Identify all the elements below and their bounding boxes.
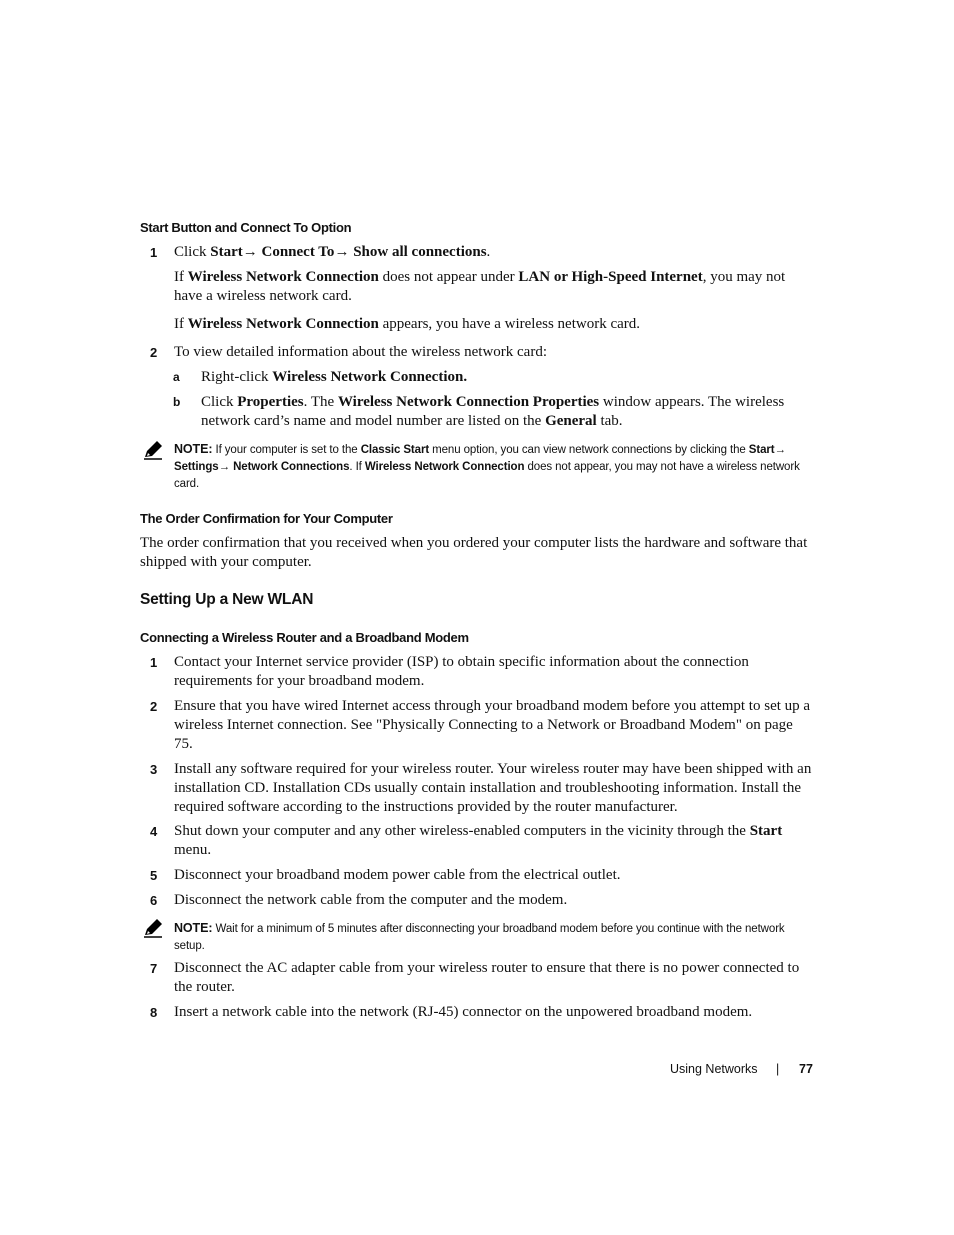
section-heading-new-wlan: Setting Up a New WLAN [140,591,314,608]
section-heading-start-button: Start Button and Connect To Option [140,220,352,235]
substep-text: Click Properties. The Wireless Network Connection Properties window appears. The wireless network card’s name and model number are listed on the General tab. [201,394,785,429]
step-text: Shut down your computer and any other wireless-enabled computers in the vicinity through the Start menu. [174,823,783,858]
step-number: 5 [150,868,158,883]
step-number: 1 [150,655,158,670]
step-number: 6 [150,893,158,908]
substep-text: Right-click Wireless Network Connection. [201,369,468,385]
substep-letter: a [173,370,180,384]
step-number: 8 [150,1005,158,1020]
pencil-note-icon [143,918,163,938]
substep-letter: b [173,395,181,409]
step-text: Ensure that you have wired Internet access through your broadband modem before you attempt to set up a wireless Internet connection. See "Physically Connecting to a Network or Broadband Modem" on page 75. [174,698,811,752]
note-text: NOTE: Wait for a minimum of 5 minutes after disconnecting your broadband modem before you continue with the network setup. [174,921,785,952]
pencil-note-icon [143,440,163,460]
section-heading-order-confirmation: The Order Confirmation for Your Computer [140,511,393,526]
step-number: 7 [150,961,158,976]
step-text: Install any software required for your wireless router. Your wireless router may have been shipped with an installation CD. Installation CDs usually contain installation and troubleshooting information. Install the required software according to the instructions provided by the router manufacturer. [174,761,812,815]
step-number: 1 [150,245,158,260]
step-number: 2 [150,699,158,714]
step-text: Disconnect the AC adapter cable from your wireless router to ensure that there is no power connected to the router. [174,960,800,995]
page-number: 77 [799,1062,813,1076]
subsection-heading-router-modem: Connecting a Wireless Router and a Broadband Modem [140,630,469,645]
note-text: NOTE: If your computer is set to the Classic Start menu option, you can view network connections by clicking the Start→ Settings→ Network Connections. If Wireless Network Connection does not appear, you may not have a wireless network card. [174,442,800,490]
step-number: 2 [150,345,158,360]
paragraph: If Wireless Network Connection does not appear under LAN or High-Speed Internet, you may not have a wireless network card. [174,269,786,304]
paragraph: If Wireless Network Connection appears, you have a wireless network card. [174,316,641,332]
step-text: Insert a network cable into the network (RJ-45) connector on the unpowered broadband modem. [174,1004,753,1020]
step-text: Contact your Internet service provider (ISP) to obtain specific information about the connection requirements for your broadband modem. [174,654,749,689]
step-text: To view detailed information about the wireless network card: [174,344,548,360]
step-text: Click Start→ Connect To→ Show all connections. [174,244,491,260]
footer-section-name: Using Networks [670,1062,758,1076]
step-text: Disconnect your broadband modem power cable from the electrical outlet. [174,867,621,883]
step-number: 3 [150,762,158,777]
footer-separator: | [776,1062,780,1076]
step-text: Disconnect the network cable from the computer and the modem. [174,892,568,908]
paragraph: The order confirmation that you received when you ordered your computer lists the hardware and software that shipped with your computer. [140,535,808,570]
step-number: 4 [150,824,158,839]
